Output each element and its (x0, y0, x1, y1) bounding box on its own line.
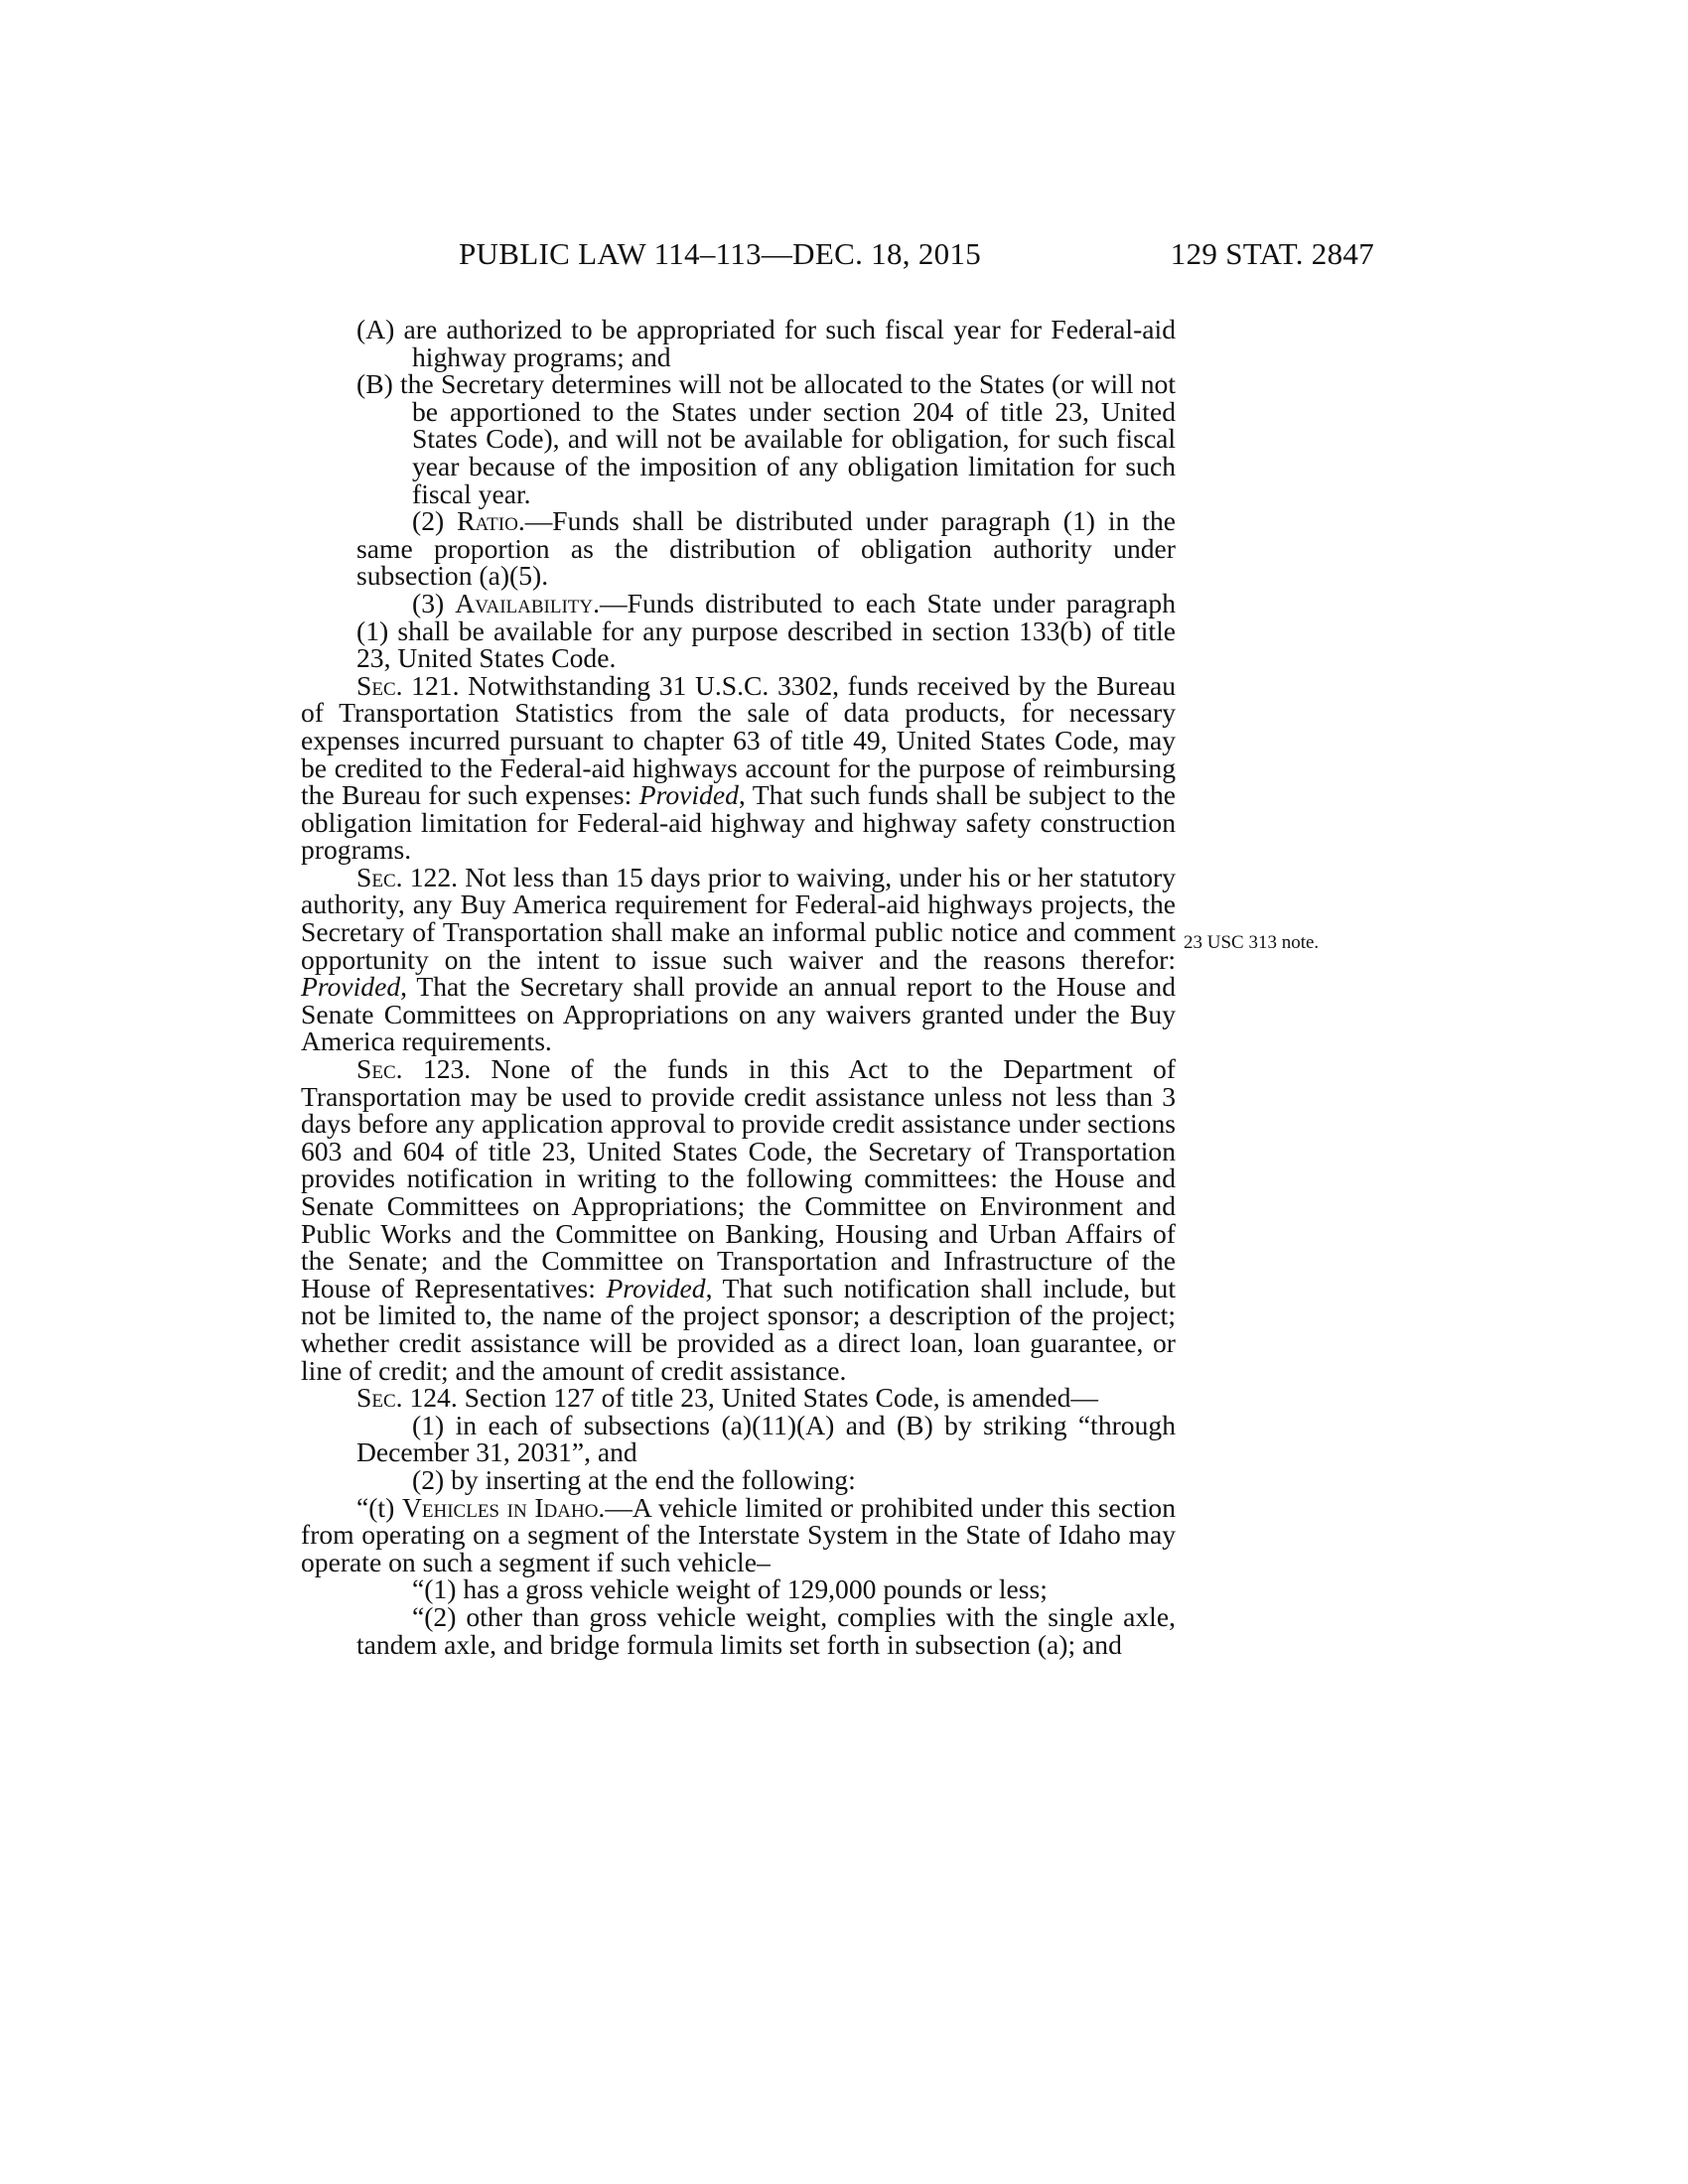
heading-vehicles-in-idaho: Vehicles in Idaho (401, 1491, 599, 1523)
section-122: Sec. 122. Not less than 15 days prior to waiving, under his or her statutory authority, any Buy America requirement for Federal-aid highways projects, the Secretary of Transportation shall make an informal public notice and comment opportunity on the intent to issue such waiver and the reasons therefor: Provided, That the Secretary shall provide an annual report to the House and Senate Committees on Appropriations on any waivers granted under the Buy America requirements. (301, 861, 1176, 1057)
subsection-t-item-1: “(1) has a gross vehicle weight of 129,000 pounds or less; (412, 1573, 1048, 1605)
section-124-item-2: (2) by inserting at the end the following: (412, 1463, 856, 1495)
running-header-title: PUBLIC LAW 114–113—DEC. 18, 2015 (459, 236, 982, 271)
heading-availability: Availability (455, 587, 594, 618)
heading-ratio: Ratio (457, 505, 518, 537)
section-121: Sec. 121. Notwithstanding 31 U.S.C. 3302, funds received by the Bureau of Transportation Statistics from the sale of data products, for necessary expenses incurred pursuant to chapter 63 of title 49, United States Code, may be credited to the Federal-aid highways account for the purpose of reimbursing the Bureau for such expenses: Provided, That such funds shall be subject to the obligation limitation for Federal-aid highway and highway safety construction programs. (301, 669, 1176, 866)
subsection-t: “(t) Vehicles in Idaho.—A vehicle limited or prohibited under this section from operating on a segment of the Interstate System in the State of Idaho may operate on such a segment if such vehicle– (301, 1491, 1176, 1577)
paragraph-a: (A) are authorized to be appropriated for such fiscal year for Federal-aid highway programs; and (356, 314, 1176, 372)
section-123: Sec. 123. None of the funds in this Act to the Department of Transportation may be used to provide credit assistance unless not less than 3 days before any application approval to provide credit assistance under sections 603 and 604 of title 23, United States Code, the Secretary of Transportation provides notification in writing to the following committees: the House and Senate Committees on Appropriations; the Committee on Environment and Public Works and the Committee on Banking, Housing and Urban Affairs of the Senate; and the Committee on Transportation and Infrastructure of the House of Representatives: Provided, That such notification shall include, but not be limited to, the name of the project sponsor; a description of the project; whether credit assistance will be provided as a direct loan, loan guarantee, or line of credit; and the amount of credit assistance. (301, 1053, 1176, 1386)
section-124: Sec. 124. Section 127 of title 23, United States Code, is amended— (356, 1382, 1099, 1414)
paragraph-2-ratio: (2) Ratio.—Funds shall be distributed under paragraph (1) in the same proportion as the distribution of obligation authority under subsection (a)(5). (356, 505, 1176, 592)
subsection-t-item-2: “(2) other than gross vehicle weight, complies with the single axle, tandem axle, and bridge formula limits set forth in subsection (a); and (356, 1600, 1176, 1660)
paragraph-b: (B) the Secretary determines will not be allocated to the States (or will not be apportioned to the States under section 204 of title 23, United States Code), and will not be available for obligation, for such fiscal year because of the imposition of any obligation limitation for such fiscal year. (356, 368, 1176, 509)
paragraph-3-availability: (3) Availability.—Funds distributed to each State under paragraph (1) shall be available for any purpose described in section 133(b) of title 23, United States Code. (356, 587, 1177, 674)
margin-note: 23 USC 313 note. (1184, 932, 1320, 953)
document-body (301, 316, 1176, 1658)
section-124-item-1: (1) in each of subsections (a)(11)(A) and (B) by striking “through December 31, 2031”, and (356, 1409, 1176, 1468)
page-number: 129 STAT. 2847 (1170, 236, 1374, 271)
